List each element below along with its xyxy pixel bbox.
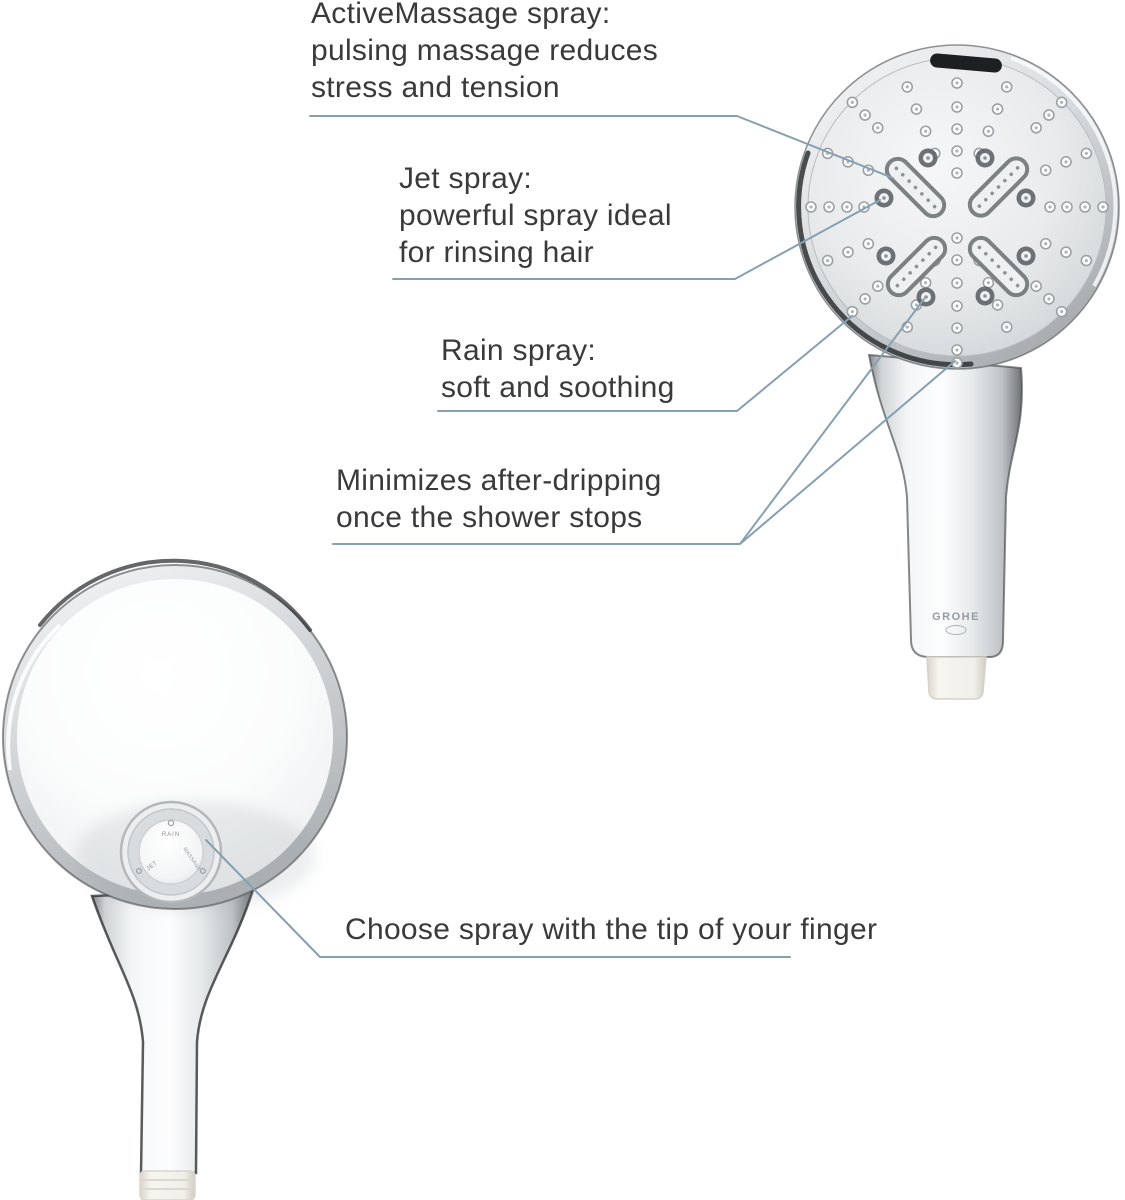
jet-nozzle xyxy=(1017,247,1036,266)
callout-line: soft and soothing xyxy=(441,371,675,404)
rain-nozzle xyxy=(873,281,883,291)
callout-line: Jet spray: xyxy=(399,162,533,195)
rain-nozzle xyxy=(1002,82,1012,92)
rain-nozzle xyxy=(983,278,993,288)
rain-nozzle xyxy=(1061,247,1071,257)
jet-nozzle xyxy=(1017,189,1036,208)
rain-nozzle xyxy=(921,126,931,136)
rain-nozzle xyxy=(843,247,853,257)
rain-nozzle xyxy=(993,104,1003,114)
rain-nozzle xyxy=(952,278,962,288)
rain-nozzle xyxy=(952,78,962,88)
callout-line: pulsing massage reduces xyxy=(311,34,659,67)
callout-active-massage xyxy=(311,0,658,106)
rain-nozzle xyxy=(1057,97,1067,107)
shower-handle-back xyxy=(92,890,253,1173)
callout-line: once the shower stops xyxy=(336,501,643,534)
rain-nozzle xyxy=(952,146,962,156)
callout-jet xyxy=(399,160,672,271)
spray-selector-button xyxy=(121,802,221,902)
jet-nozzle xyxy=(976,149,995,168)
rain-nozzle xyxy=(806,202,816,212)
callout-choose xyxy=(345,911,877,948)
rain-nozzle xyxy=(863,239,873,249)
handle-end-cap-back xyxy=(140,1171,195,1200)
rain-nozzle xyxy=(1045,202,1055,212)
rain-nozzle xyxy=(1044,110,1054,120)
rain-nozzle xyxy=(823,256,833,266)
rain-nozzle xyxy=(1062,202,1072,212)
rain-nozzle xyxy=(952,345,962,355)
rain-nozzle xyxy=(952,301,962,311)
rain-nozzle xyxy=(1041,165,1051,175)
rain-nozzle xyxy=(1098,202,1108,212)
selector-label-jet: JET xyxy=(145,860,160,873)
rain-nozzle xyxy=(1031,281,1041,291)
jet-nozzle xyxy=(919,149,938,168)
selector-label-rain: RAIN xyxy=(161,832,181,838)
rain-nozzle xyxy=(1057,307,1067,317)
callout-rain xyxy=(441,332,675,406)
rain-nozzle xyxy=(993,300,1003,310)
callout-line: Minimizes after-dripping xyxy=(336,464,662,497)
shower-head-back xyxy=(3,561,347,1200)
callout-line: ActiveMassage spray: xyxy=(311,0,611,30)
jet-nozzle xyxy=(877,247,896,266)
callout-line: powerful spray ideal xyxy=(399,199,672,232)
rain-nozzle xyxy=(911,104,921,114)
jet-nozzle xyxy=(875,189,894,208)
rain-nozzle xyxy=(860,294,870,304)
callout-line: Rain spray: xyxy=(441,334,597,367)
rain-nozzle xyxy=(952,168,962,178)
rain-nozzle xyxy=(1031,123,1041,133)
rain-nozzle xyxy=(952,233,962,243)
rain-nozzle xyxy=(842,202,852,212)
rain-nozzle xyxy=(1044,294,1054,304)
rain-nozzle xyxy=(860,110,870,120)
selector-label-massage: MASSAGE xyxy=(181,846,203,873)
handle-end-cap-front xyxy=(927,657,986,699)
rain-nozzle xyxy=(983,126,993,136)
rain-nozzle xyxy=(1081,148,1091,158)
rain-nozzle xyxy=(952,124,962,134)
rain-nozzle xyxy=(1061,157,1071,167)
shower-head-front xyxy=(795,45,1119,699)
callout-drip xyxy=(336,462,662,536)
rain-nozzle xyxy=(873,123,883,133)
rain-nozzle xyxy=(1041,239,1051,249)
rain-nozzle xyxy=(824,202,834,212)
rain-nozzle xyxy=(952,255,962,265)
rain-nozzle xyxy=(952,323,962,333)
brand-logo-text: GROHE xyxy=(932,611,980,623)
rain-nozzle xyxy=(902,82,912,92)
callout-line: stress and tension xyxy=(311,71,560,104)
rain-nozzle xyxy=(1080,202,1090,212)
rain-nozzle xyxy=(1002,322,1012,332)
jet-nozzle xyxy=(976,287,995,306)
rain-nozzle xyxy=(952,102,962,112)
callout-line: Choose spray with the tip of your finger xyxy=(345,913,878,946)
rain-nozzle xyxy=(847,97,857,107)
rain-nozzle xyxy=(1081,256,1091,266)
callout-line: for rinsing hair xyxy=(399,236,594,269)
